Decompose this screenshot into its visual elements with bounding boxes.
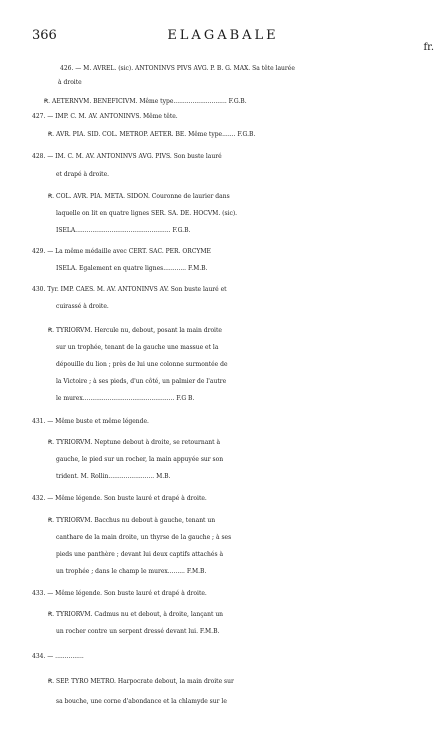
- text-line: ISELA. Egalement en quatre lignes............ F.M.B.: [56, 265, 208, 272]
- text-line: Ꞧ. TYRIORVM. Cadmus nu et debout, à droite, lançant un: [48, 611, 224, 618]
- text-line: et drapé à droite.: [56, 171, 110, 178]
- text-line: Ꞧ. TYRIORVM. Hercule nu, debout, posant la main droite: [48, 327, 222, 334]
- text-line: Ꞧ. COL. AVR. PIA. META. SIDON. Couronne de laurier dans: [48, 193, 230, 200]
- running-header: [0, 28, 446, 53]
- text-line: Ꞧ. TYRIORVM. Neptune debout à droite, se retournant à: [48, 439, 221, 446]
- text-line: 431. — Même buste et même légende.: [32, 418, 149, 425]
- text-line: Ꞧ. AETERNVM. BENEFICIVM. Même type............................ F.G.B.: [44, 98, 247, 105]
- text-line: ISELA.................................................. F.G.B.: [56, 227, 191, 234]
- text-line: Ꞧ. TYRIORVM. Bacchus nu debout à gauche, tenant un: [48, 517, 216, 524]
- text-line: 428. — IM. C. M. AV. ANTONINVS AVG. PIVS. Son buste lauré: [32, 153, 222, 160]
- corner-mark: fr.: [423, 42, 434, 53]
- text-line: à droite: [58, 79, 82, 86]
- page-title: ELAGABALE: [167, 28, 279, 43]
- text-line: la Victoire ; à ses pieds, d'un côté, un palmier de l'autre: [56, 378, 227, 385]
- text-line: 430. Tyr. IMP. CAES. M. AV. ANTONINVS AV. Son buste lauré et: [32, 286, 227, 293]
- text-line: laquelle on lit en quatre lignes SER. SA. DE. HOCVM. (sic).: [56, 210, 238, 217]
- text-line: 432. — Même légende. Son buste lauré et drapé à droite.: [32, 495, 207, 502]
- text-line: 426. — M. AVREL. (sic). ANTONINVS PIVS AVG. P. B. G. MAX. Sa tête laurée: [60, 65, 295, 72]
- text-line: gauche, le pied sur un rocher, la main appuyée sur son: [56, 456, 224, 463]
- text-line: Ꞧ. AVR. PIA. SID. COL. METROP. AETER. BE. Même type....... F.G.B.: [48, 131, 256, 138]
- text-line: 433. — Même légende. Son buste lauré et drapé à droite.: [32, 590, 207, 597]
- text-line: trident. M. Rollin........................ M.B.: [56, 473, 171, 480]
- text-line: un trophée ; dans le champ le murex......... F.M.B.: [56, 568, 207, 575]
- text-line: sa bouche, une corne d'abondance et la chlamyde sur le: [56, 698, 227, 705]
- text-line: Ꞧ. SEP. TYRO METRO. Harpocrate debout, la main droite sur: [48, 678, 234, 685]
- text-line: 427. — IMP. C. M. AV. ANTONINVS. Même tête.: [32, 113, 178, 120]
- text-line: canthare de la main droite, un thyrse de la gauche ; à ses: [56, 534, 232, 541]
- page-number: 366: [32, 28, 57, 43]
- text-line: 429. — La même médaille avec CERT. SAC. PER. ORCYME: [32, 248, 211, 255]
- text-line: le murex................................................ F.G B.: [56, 395, 195, 402]
- text-line: dépouille du lion ; près de lui une colonne surmontée de: [56, 361, 228, 368]
- text-line: un rocher contre un serpent dressé devant lui. F.M.B.: [56, 628, 220, 635]
- text-line: 434. — ...............: [32, 653, 84, 660]
- text-line: sur un trophée, tenant de la gauche une massue et la: [56, 344, 219, 351]
- text-line: pieds une panthère ; devant lui deux captifs attachés à: [56, 551, 224, 558]
- text-line: cuirassé à droite.: [56, 303, 109, 310]
